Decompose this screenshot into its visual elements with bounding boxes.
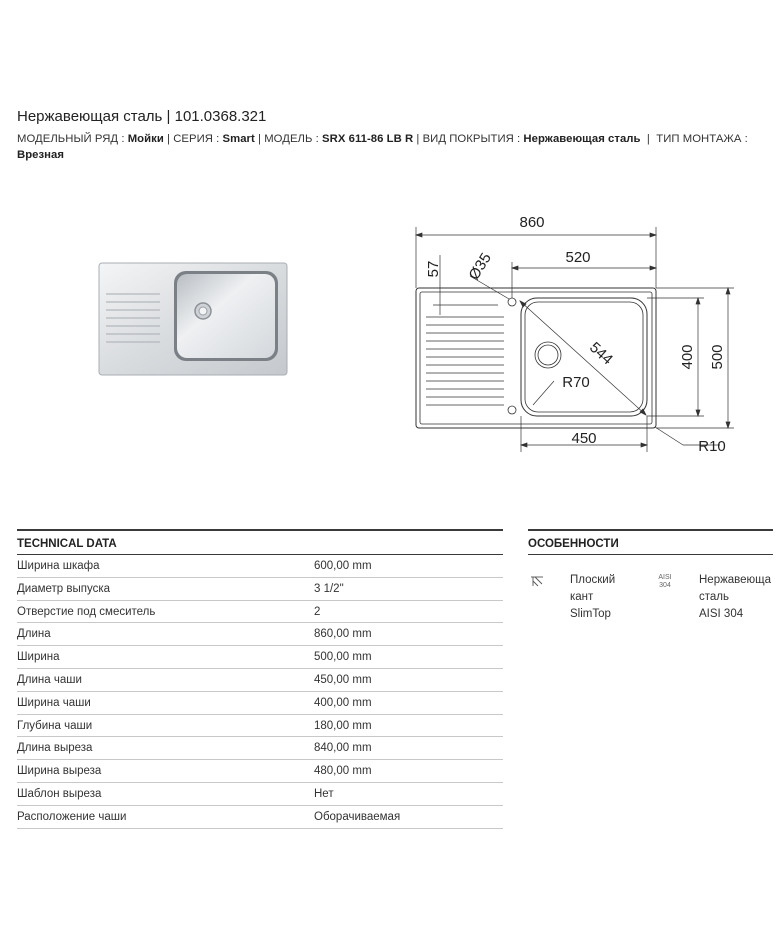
dim-total-length: 860: [519, 214, 545, 231]
row-value: 2: [314, 605, 321, 618]
row-label: Глубина чаши: [17, 719, 93, 732]
meta-model-label: МОДЕЛЬ :: [264, 133, 319, 145]
table-row: [17, 555, 503, 578]
row-value: 480,00 mm: [314, 765, 372, 778]
product-meta: МОДЕЛЬНЫЙ РЯД : Мойки | СЕРИЯ : Smart | МОДЕЛЬ : SRX 611-86 LB R | ВИД ПОКРЫТИЯ : Нержавеющая сталь | ТИП МОНТАЖА : Врезная: [17, 133, 748, 161]
feature-line: Нержавеюща: [699, 574, 772, 586]
row-value: Нет: [314, 787, 334, 800]
dim-bowl-length: 450: [571, 430, 597, 447]
technical-data-table: [17, 555, 503, 829]
dim-outer-radius: R10: [698, 438, 726, 455]
aisi-icon-number: 304: [659, 582, 671, 589]
product-title: Нержавеющая сталь | 101.0368.321: [17, 108, 267, 125]
meta-series-label: СЕРИЯ :: [173, 133, 220, 145]
feature-flat-edge: [570, 572, 615, 623]
table-row: [17, 646, 503, 669]
feature-line: сталь: [699, 591, 729, 603]
dim-diagonal: 544: [586, 338, 616, 369]
table-row: [17, 692, 503, 715]
dim-hole-diameter: Ø35: [465, 250, 495, 284]
table-row: [17, 623, 503, 646]
technical-drawing: [408, 205, 768, 465]
row-value: 450,00 mm: [314, 673, 372, 686]
features-heading: ОСОБЕННОСТИ: [528, 538, 619, 550]
meta-range-value: Мойки: [127, 133, 164, 145]
feature-aisi-304: [699, 572, 771, 623]
flat-edge-icon: [530, 574, 544, 588]
row-label: Длина чаши: [17, 673, 82, 686]
table-row: [17, 601, 503, 624]
meta-mount-value: Врезная: [17, 149, 65, 161]
row-label: Расположение чаши: [17, 810, 127, 823]
table-row: [17, 715, 503, 738]
dim-bowl-offset: 520: [565, 249, 591, 266]
row-value: 860,00 mm: [314, 628, 372, 641]
row-value: 400,00 mm: [314, 696, 372, 709]
row-value: 3 1/2": [314, 582, 344, 595]
meta-finish-value: Нержавеющая сталь: [523, 133, 641, 145]
row-value: 180,00 mm: [314, 719, 372, 732]
feature-line: Плоский: [570, 574, 616, 586]
features-header: [528, 529, 773, 555]
feature-line: AISI 304: [699, 608, 744, 620]
aisi-icon-text: AISI: [658, 574, 672, 581]
table-row: [17, 760, 503, 783]
row-value: 840,00 mm: [314, 742, 372, 755]
feature-line: кант: [570, 591, 594, 603]
row-value: Оборачиваемая: [314, 810, 401, 823]
sink-photo: [98, 262, 288, 376]
meta-finish-label: ВИД ПОКРЫТИЯ :: [422, 133, 521, 145]
row-label: Длина выреза: [17, 742, 93, 755]
row-label: Ширина чаши: [17, 696, 91, 709]
meta-mount-label: ТИП МОНТАЖА :: [656, 133, 748, 145]
aisi-304-icon: [655, 572, 675, 590]
meta-model-value: SRX 611-86 LB R: [322, 133, 414, 145]
table-row: [17, 737, 503, 760]
dim-corner-radius: R70: [562, 374, 590, 391]
table-row: [17, 806, 503, 829]
row-label: Диаметр выпуска: [17, 582, 111, 595]
technical-data-heading: TECHNICAL DATA: [17, 538, 117, 550]
meta-series-value: Smart: [222, 133, 255, 145]
row-value: 600,00 mm: [314, 560, 372, 572]
table-row: [17, 783, 503, 806]
feature-line: SlimTop: [570, 608, 611, 620]
row-label: Ширина шкафа: [17, 560, 100, 572]
row-value: 500,00 mm: [314, 651, 372, 664]
row-label: Длина: [17, 628, 51, 641]
row-label: Шаблон выреза: [17, 787, 102, 800]
technical-data-header: [17, 529, 503, 555]
dim-bowl-width: 400: [679, 344, 696, 370]
row-label: Ширина: [17, 651, 60, 664]
row-label: Ширина выреза: [17, 765, 102, 778]
table-row: [17, 578, 503, 601]
meta-range-label: МОДЕЛЬНЫЙ РЯД :: [17, 133, 125, 145]
dim-drain-offset: 57: [425, 260, 442, 278]
row-label: Отверстие под смеситель: [17, 605, 156, 618]
dim-total-width: 500: [709, 344, 726, 370]
table-row: [17, 669, 503, 692]
